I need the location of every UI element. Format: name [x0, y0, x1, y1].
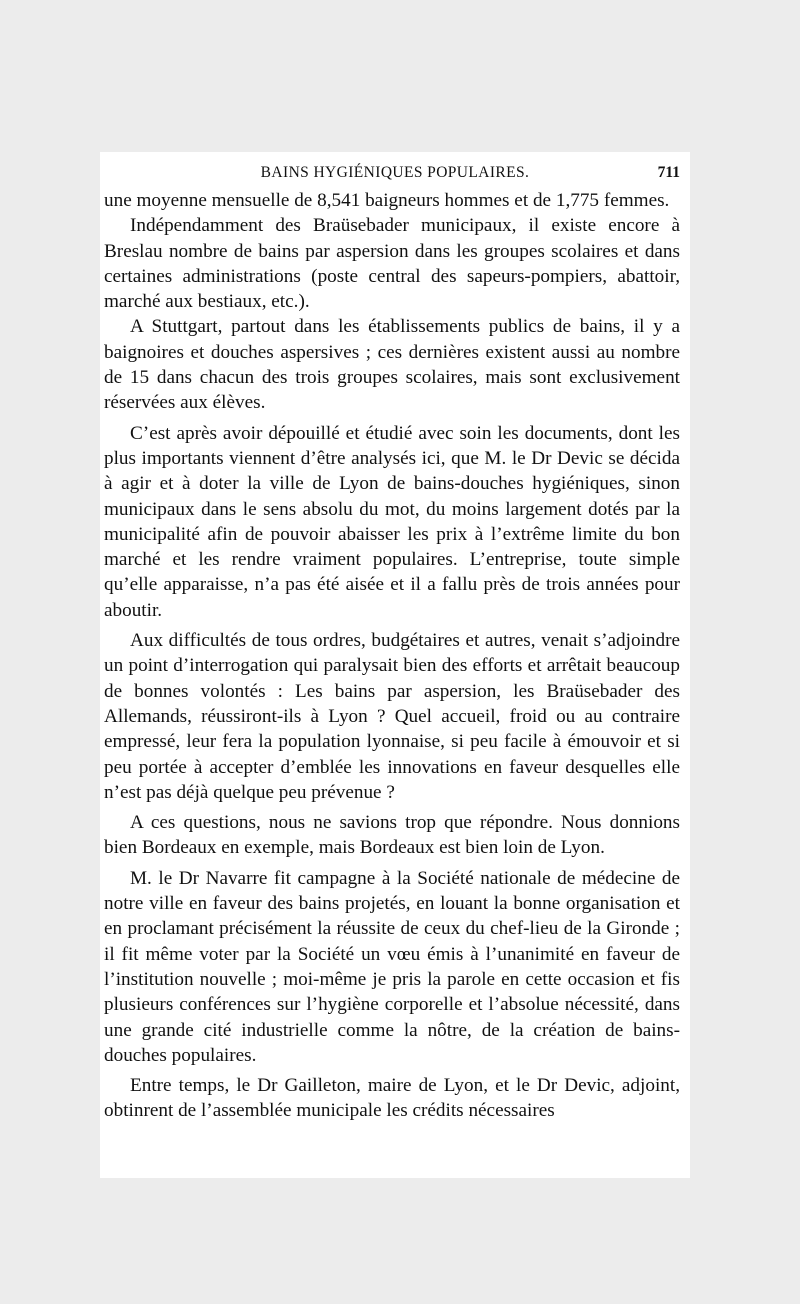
body-text	[104, 188, 680, 1124]
paragraph-devic: C’est après avoir dépouillé et étudié avec soin les documents, dont les plus importants viennent d’être analysés ici, que M. le Dr Devic se décida à agir et à doter la ville de Lyon de bains-douches hygiéniques, sinon municipaux dans le sens absolu du mot, du moins largement dotés par la municipalité afin de pouvoir abaisser les prix à l’extrême limite du bon marché et les rendre vraiment populaires. L’entreprise, toute simple qu’elle apparaisse, n’a pas été aisée et il a fallu près de trois années pour aboutir.	[104, 422, 680, 621]
paragraph-navarre: M. le Dr Navarre fit campagne à la Société nationale de médecine de notre ville en faveur des bains projetés, en louant la bonne organisation et en proclamant précisément la réussite de ceux du chef-lieu de la Gironde ; il fit même voter par la Société un vœu émis à l’unanimité en faveur de l’institution nouvelle ; moi-même je pris la parole en cette occasion et fis plusieurs conférences sur l’hygiène corporelle et l’absolue nécessité, dans une grande cité industrielle comme la nôtre, de la création de bains-douches populaires.	[104, 867, 680, 1066]
running-title: BAINS HYGIÉNIQUES POPULAIRES.	[260, 164, 530, 181]
book-page	[100, 152, 690, 1178]
page-header	[100, 161, 690, 185]
paragraph-continuation: une moyenne mensuelle de 8,541 baigneurs hommes et de 1,775 femmes.	[104, 190, 670, 211]
paragraph-stuttgart: A Stuttgart, partout dans les établissements publics de bains, il y a baignoires et douches aspersives ; ces dernières existent aussi au nombre de 15 dans chacun des trois groupes scolaires, mais sont exclusivement réservées aux élèves.	[104, 316, 680, 414]
paragraph-breslau: Indépendamment des Braüsebader municipaux, il existe encore à Breslau nombre de bains par aspersion dans les groupes scolaires et dans certaines administrations (poste central des sapeurs-pompiers, abattoir, marché aux bestiaux, etc.).	[104, 215, 680, 313]
paragraph-difficulties: Aux difficultés de tous ordres, budgétaires et autres, venait s’adjoindre un point d’interrogation qui paralysait bien des efforts et arrêtait beaucoup de bonnes volontés : Les bains par aspersion, les Braüsebader des Allemands, réussiront-ils à Lyon ? Quel accueil, froid ou au contraire empressé, leur fera la population lyonnaise, si peu facile à émouvoir et si peu portée à accepter d’emblée les innovations en faveur desquelles elle n’est pas déjà quelque peu prévenue ?	[104, 630, 680, 803]
paragraph-gailleton: Entre temps, le Dr Gailleton, maire de Lyon, et le Dr Devic, adjoint, obtinrent de l’assemblée municipale les crédits nécessaires	[104, 1075, 680, 1122]
page-number: 711	[657, 164, 680, 181]
paragraph-questions: A ces questions, nous ne savions trop que répondre. Nous donnions bien Bordeaux en exemple, mais Bordeaux est bien loin de Lyon.	[104, 812, 680, 859]
